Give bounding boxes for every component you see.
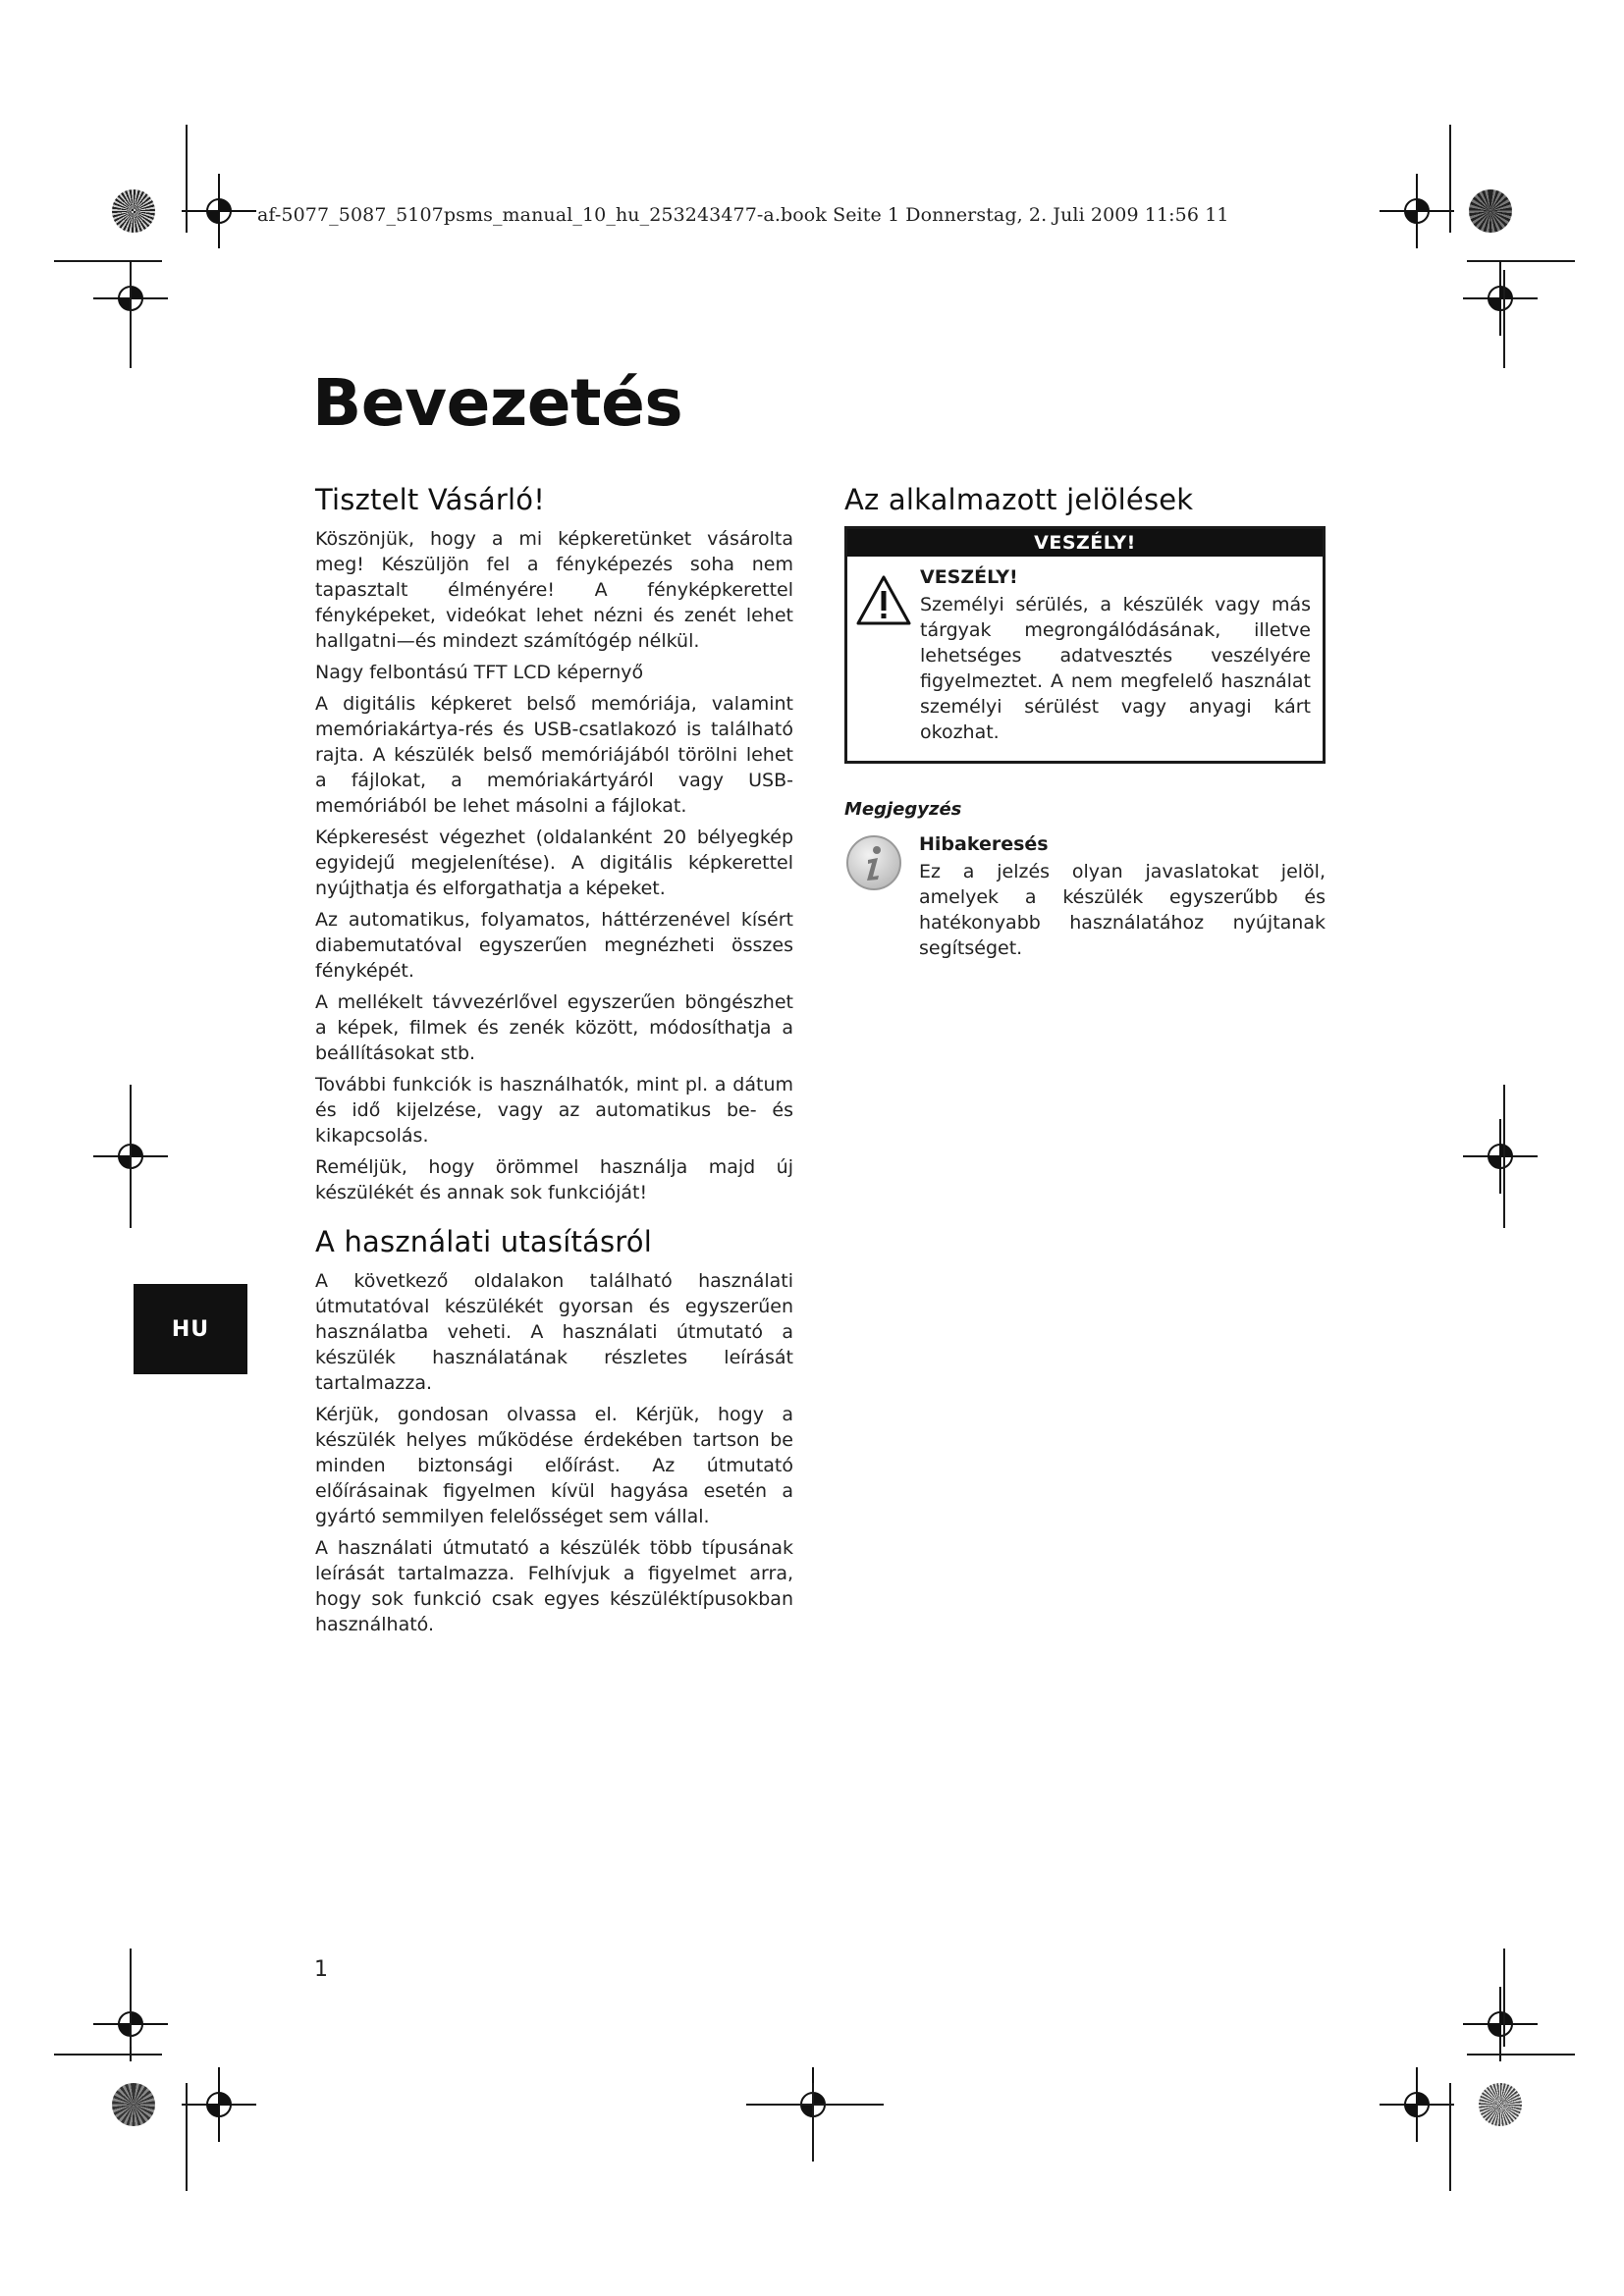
note-label: Megjegyzés [844, 799, 962, 820]
crosshair-icon [182, 174, 256, 248]
page-number: 1 [314, 1957, 328, 1982]
crosshair-icon [1463, 1987, 1538, 2061]
paragraph: Nagy felbontású TFT LCD képernyő [315, 662, 644, 683]
registration-circle-icon [1469, 189, 1512, 233]
left-column [315, 483, 793, 1643]
warning-box [844, 526, 1326, 764]
paragraph: Reméljük, hogy örömmel használja majd új készülékét és annak sok funkcióját! [315, 1156, 793, 1203]
warning-triangle-icon [855, 566, 920, 751]
registration-circle-icon [1479, 2083, 1522, 2126]
paragraph: Képkeresést végezhet (oldalanként 20 bélyegkép egyidejű megjelenítése). A digitális képkerettel nyújthatja és elforgathatja a képeket. [315, 827, 793, 899]
right-column [844, 483, 1326, 967]
paragraph: További funkciók is használhatók, mint pl. a dátum és idő kijelzése, vagy az automatikus be- és kikapcsolás. [315, 1074, 793, 1147]
language-tab: HU [134, 1284, 247, 1374]
note-block [844, 833, 1326, 967]
paragraph: Az automatikus, folyamatos, háttérzenével kísért diabemutatóval egyszerűen megnézheti összes fényképét. [315, 909, 793, 982]
crosshair-icon [1463, 1119, 1538, 1194]
section-heading-symbols: Az alkalmazott jelölések [844, 483, 1194, 516]
crosshair-icon [182, 2067, 256, 2142]
crosshair-icon [1380, 2067, 1454, 2142]
warning-header: VESZÉLY! [847, 529, 1323, 557]
paragraph: A használati útmutató a készülék több típusának leírását tartalmazza. Felhívjuk a figyelmet arra, hogy sok funkció csak egyes készüléktípusokban használható. [315, 1537, 793, 1635]
warning-text: Személyi sérülés, a készülék vagy más tárgyak megrongálódásának, illetve lehetséges adatvesztés veszélyére figyelmeztet. A nem megfelelő használat személyi sérülést vagy anyagi kárt okozhat. [920, 594, 1311, 743]
note-title: Hibakeresés [919, 833, 1049, 855]
paragraph: A következő oldalakon található használati útmutatóval készülékét gyorsan és egyszerűen használatba veheti. A használati útmutató a készülék használatának részletes leírását tartalmazza. [315, 1270, 793, 1394]
page-title: Bevezetés [312, 365, 683, 441]
paragraph: A digitális képkeret belső memóriája, valamint memóriakártya-rés és USB-csatlakozó is található rajta. A készülék belső memóriájából törölni lehet a fájlokat, a memóriakártyáról vagy USB-memóriából be lehet másolni a fájlokat. [315, 693, 793, 817]
paragraph: Kérjük, gondosan olvassa el. Kérjük, hogy a készülék helyes működése érdekében tartson be minden biztonsági előírást. Az útmutató előírásainak figyelmen kívül hagyása esetén a gyártó semmilyen felelősséget sem vállal. [315, 1404, 793, 1527]
paragraph: A mellékelt távvezérlővel egyszerűen böngészhet a képek, filmek és zenék között, módosíthatja a beállításokat stb. [315, 991, 793, 1064]
registration-circle-icon [112, 2083, 155, 2126]
crosshair-icon [1463, 261, 1538, 336]
section-heading-greeting: Tisztelt Vásárló! [315, 483, 546, 516]
paragraph: Köszönjük, hogy a mi képkeretünket vásárolta meg! Készüljön fel a fényképezés soha nem tapasztalt élményére! A fényképkerettel fényképeket, videókat lehet nézni és zenét lehet hallgatni—és mindezt számítógép nélkül. [315, 528, 793, 652]
warning-title: VESZÉLY! [920, 566, 1018, 588]
crosshair-icon [1380, 174, 1454, 248]
info-icon [844, 833, 919, 967]
registration-circle-icon [112, 189, 155, 233]
note-text: Ez a jelzés olyan javaslatokat jelöl, amelyek a készülék egyszerűbb és hatékonyabb használatához nyújtanak segítséget. [919, 861, 1326, 959]
section-heading-manual: A használati utasításról [315, 1225, 652, 1258]
file-info-line: af-5077_5087_5107psms_manual_10_hu_253243477-a.book Seite 1 Donnerstag, 2. Juli 2009 11:56 11 [257, 204, 1229, 226]
